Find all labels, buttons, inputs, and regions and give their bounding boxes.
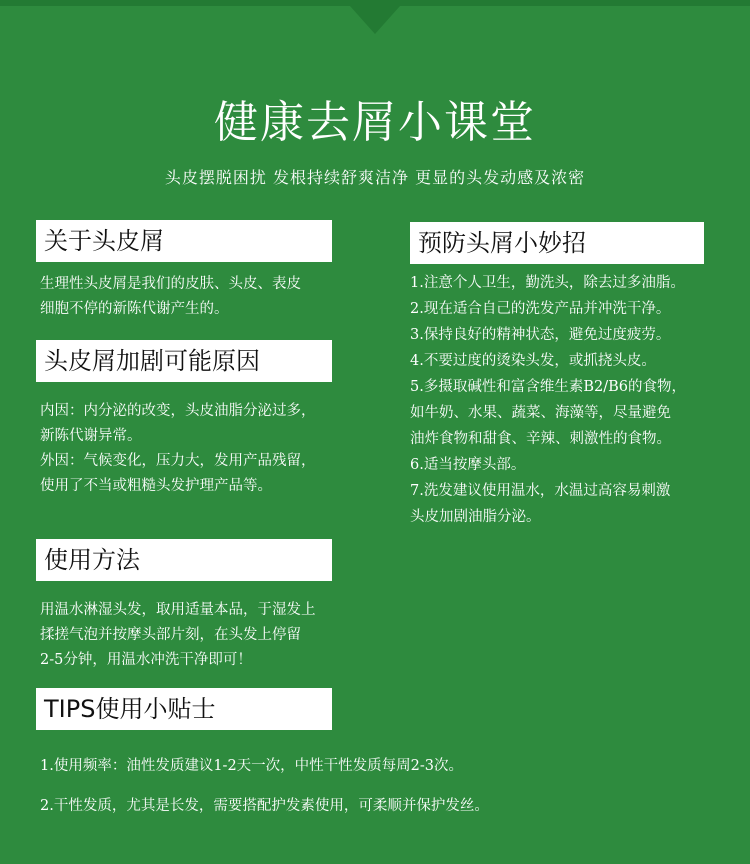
list-item: 7.洗发建议使用温水，水温过高容易刺激 [410, 483, 671, 499]
top-notch-decoration [0, 0, 750, 40]
list-item: 2.干性发质，尤其是长发，需要搭配护发素使用，可柔顺并保护发丝。 [40, 798, 489, 814]
list-item: 2.现在适合自己的洗发产品并冲洗干净。 [410, 301, 671, 317]
section-body-usage [40, 598, 340, 673]
list-item: 油炸食物和甜食、辛辣、刺激性的食物。 [410, 431, 671, 447]
text-line: 内因：内分泌的改变，头皮油脂分泌过多， [40, 403, 316, 419]
section-heading-tips: TIPS使用小贴士 [36, 688, 332, 730]
section-body-causes [40, 399, 340, 499]
section-heading-usage: 使用方法 [36, 539, 332, 581]
text-line: 外因：气候变化，压力大，发用产品残留， [40, 453, 316, 469]
page-title: 健康去屑小课堂 [214, 97, 536, 148]
text-line: 生理性头皮屑是我们的皮肤、头皮、表皮 [40, 276, 301, 292]
text-line: 细胞不停的新陈代谢产生的。 [40, 301, 229, 317]
page-subtitle: 头皮摆脱困扰 发根持续舒爽洁净 更显的头发动感及浓密 [164, 168, 586, 187]
list-item: 1.使用频率：油性发质建议1-2天一次，中性干性发质每周2-3次。 [40, 758, 464, 774]
list-item: 1.注意个人卫生，勤洗头，除去过多油脂。 [410, 275, 685, 291]
text-line: 使用了不当或粗糙头发护理产品等。 [40, 478, 272, 494]
list-item: 5.多摄取碱性和富含维生素B2/B6的食物， [410, 379, 686, 395]
section-heading-causes: 头皮屑加剧可能原因 [36, 340, 332, 382]
list-item: 头皮加剧油脂分泌。 [410, 509, 541, 525]
text-line: 用温水淋湿头发，取用适量本品，于湿发上 [40, 602, 316, 618]
text-line: 揉搓气泡并按摩头部片刻，在头发上停留 [40, 627, 301, 643]
section-heading-prevention: 预防头屑小妙招 [410, 222, 704, 264]
list-item: 如牛奶、水果、蔬菜、海藻等，尽量避免 [410, 405, 671, 421]
section-heading-about: 关于头皮屑 [36, 220, 332, 262]
list-item: 4.不要过度的烫染头发，或抓挠头皮。 [410, 353, 656, 369]
list-item: 6.适当按摩头部。 [410, 457, 526, 473]
section-body-about [40, 272, 340, 322]
list-item: 3.保持良好的精神状态，避免过度疲劳。 [410, 327, 671, 343]
text-line: 新陈代谢异常。 [40, 428, 142, 444]
section-body-prevention [410, 270, 740, 530]
section-body-tips [40, 746, 730, 826]
text-line: 2-5分钟，用温水冲洗干净即可！ [40, 652, 252, 668]
